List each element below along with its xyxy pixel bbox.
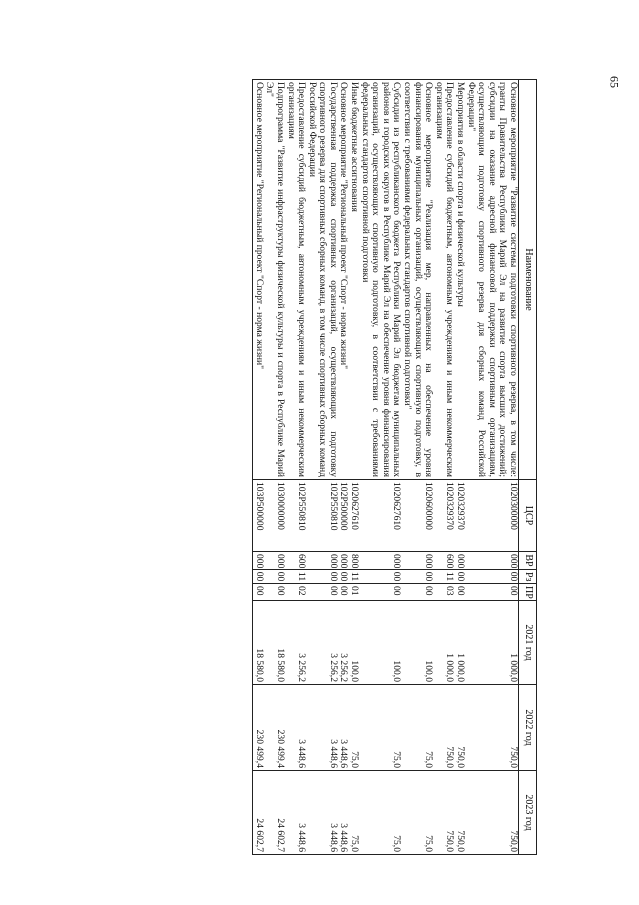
cell-name: Основное мероприятие "Реализация мер, направленных на обеспечение уровня финансирования муниципальных организаций, осуществляющих спортивную подготовку, в соответствии с требованиями федеральных стандартов спортивной подготовки" <box>401 80 433 480</box>
cell-pr: 03 <box>433 584 454 601</box>
cell-2023: 750,0 <box>465 771 518 855</box>
cell-csr: 1020329370 <box>433 480 454 552</box>
table-body <box>253 80 519 855</box>
cell-csr: 1030000000 <box>264 480 285 552</box>
cell-pr: 02 <box>285 584 306 601</box>
cell-vr: 600 <box>433 552 454 570</box>
col-header-csr: ЦСР <box>519 480 537 552</box>
cell-2022: 3 448,6 <box>285 685 306 771</box>
cell-name: Основное мероприятие "Развитие системы подготовки спортивного резерва, в том числе: гранты Правительства Республики Марий Эл на развитие спорта высших достижений; субсидии на оказание адресной финансовой поддержки спортивным организациям, осуществляющим подготовку спортивного резерва для сборных команд Российской Федерации" <box>465 80 518 480</box>
cell-2021: 3 256,2 <box>338 601 349 685</box>
cell-pr: 00 <box>401 584 433 601</box>
cell-rz: 11 <box>349 570 360 584</box>
cell-pr: 00 <box>306 584 338 601</box>
cell-name: Иные бюджетные ассигнования <box>349 80 360 480</box>
cell-vr: 000 <box>264 552 285 570</box>
cell-2022: 75,0 <box>359 685 401 771</box>
cell-2022: 75,0 <box>349 685 360 771</box>
cell-csr: 1020627610 <box>349 480 360 552</box>
cell-csr: 1020627610 <box>359 480 401 552</box>
col-header-name: Наименование <box>519 80 537 480</box>
cell-name: Основное мероприятие "Региональный проект "Спорт - норма жизни" <box>338 80 349 480</box>
cell-2021: 3 256,2 <box>306 601 338 685</box>
table-row <box>338 80 349 855</box>
cell-rz: 00 <box>465 570 518 584</box>
cell-2022: 230 499,4 <box>264 685 285 771</box>
table-row <box>306 80 338 855</box>
cell-pr: 00 <box>465 584 518 601</box>
rotated-page-content <box>114 79 537 854</box>
cell-2023: 75,0 <box>401 771 433 855</box>
cell-2022: 3 448,6 <box>338 685 349 771</box>
col-header-pr: ПР <box>519 584 537 601</box>
cell-rz: 00 <box>454 570 465 584</box>
cell-2023: 750,0 <box>454 771 465 855</box>
table-row <box>465 80 518 855</box>
cell-name: Подпрограмма "Развитие инфраструктуры физической культуры и спорта в Республике Марий Эл" <box>264 80 285 480</box>
cell-2021: 3 256,2 <box>285 601 306 685</box>
cell-vr: 000 <box>306 552 338 570</box>
cell-vr: 000 <box>454 552 465 570</box>
table-row <box>253 80 264 855</box>
cell-rz: 00 <box>338 570 349 584</box>
cell-vr: 000 <box>338 552 349 570</box>
cell-2023: 24 602,7 <box>264 771 285 855</box>
cell-2021: 18 580,0 <box>253 601 264 685</box>
col-header-2022: 2022 год <box>519 685 537 771</box>
table-row <box>401 80 433 855</box>
cell-2023: 3 448,6 <box>285 771 306 855</box>
cell-pr: 01 <box>349 584 360 601</box>
cell-rz: 00 <box>253 570 264 584</box>
cell-vr: 800 <box>349 552 360 570</box>
budget-table <box>252 79 537 855</box>
cell-rz: 00 <box>359 570 401 584</box>
cell-2021: 1 000,0 <box>433 601 454 685</box>
cell-vr: 000 <box>253 552 264 570</box>
col-header-vr: ВР <box>519 552 537 570</box>
cell-name: Основное мероприятие "Региональный проект "Спорт - норма жизни" <box>253 80 264 480</box>
col-header-2021: 2021 год <box>519 601 537 685</box>
cell-2023: 75,0 <box>359 771 401 855</box>
cell-2022: 750,0 <box>465 685 518 771</box>
table-row <box>454 80 465 855</box>
cell-2023: 3 448,6 <box>306 771 338 855</box>
cell-name: Мероприятия в области спорта и физической культуры <box>454 80 465 480</box>
cell-vr: 000 <box>401 552 433 570</box>
cell-pr: 00 <box>359 584 401 601</box>
cell-csr: 1020300000 <box>465 480 518 552</box>
cell-rz: 00 <box>401 570 433 584</box>
table-row <box>359 80 401 855</box>
cell-pr: 00 <box>264 584 285 601</box>
cell-2021: 1 000,0 <box>465 601 518 685</box>
cell-csr: 102P550810 <box>306 480 338 552</box>
cell-2023: 750,0 <box>433 771 454 855</box>
cell-2021: 18 580,0 <box>264 601 285 685</box>
header-row <box>519 80 537 855</box>
cell-2021: 1 000,0 <box>454 601 465 685</box>
cell-csr: 103P500000 <box>253 480 264 552</box>
cell-2022: 750,0 <box>454 685 465 771</box>
table-row <box>264 80 285 855</box>
cell-2022: 3 448,6 <box>306 685 338 771</box>
cell-pr: 00 <box>454 584 465 601</box>
cell-csr: 1020600000 <box>401 480 433 552</box>
cell-2022: 75,0 <box>401 685 433 771</box>
cell-rz: 00 <box>264 570 285 584</box>
cell-2023: 75,0 <box>349 771 360 855</box>
cell-csr: 102P500000 <box>338 480 349 552</box>
cell-2023: 24 602,7 <box>253 771 264 855</box>
table-row <box>349 80 360 855</box>
page-number: 65 <box>607 76 622 88</box>
cell-2023: 3 448,6 <box>338 771 349 855</box>
col-header-2023: 2023 год <box>519 771 537 855</box>
table-row <box>285 80 306 855</box>
table-header <box>519 80 537 855</box>
col-header-rz: Рз <box>519 570 537 584</box>
cell-2021: 100,0 <box>401 601 433 685</box>
cell-pr: 00 <box>338 584 349 601</box>
cell-vr: 000 <box>465 552 518 570</box>
cell-2022: 230 499,4 <box>253 685 264 771</box>
table-row <box>433 80 454 855</box>
cell-name: Предоставление субсидий бюджетным, автономным учреждениям и иным некоммерческим организациям <box>433 80 454 480</box>
cell-2022: 750,0 <box>433 685 454 771</box>
cell-rz: 11 <box>433 570 454 584</box>
cell-csr: 1020329370 <box>454 480 465 552</box>
cell-name: Субсидии из республиканского бюджета Республики Марий Эл бюджетам муниципальных районов и городских округов в Республике Марий Эл на обеспечение уровня финансирования организаций, осуществляющих спортивную подготовку, в соответствии с требованиями федеральных стандартов спортивной подготовки <box>359 80 401 480</box>
cell-vr: 600 <box>285 552 306 570</box>
cell-2021: 100,0 <box>349 601 360 685</box>
cell-name: Государственная поддержка спортивных организаций, осуществляющих подготовку спортивного резерва для спортивных сборных команд, в том числе спортивных сборных команд Российской Федерации <box>306 80 338 480</box>
cell-name: Предоставление субсидий бюджетным, автономным учреждениям и иным некоммерческим организациям <box>285 80 306 480</box>
cell-csr: 102P550810 <box>285 480 306 552</box>
cell-rz: 11 <box>285 570 306 584</box>
cell-2021: 100,0 <box>359 601 401 685</box>
cell-pr: 00 <box>253 584 264 601</box>
cell-rz: 00 <box>306 570 338 584</box>
cell-vr: 000 <box>359 552 401 570</box>
